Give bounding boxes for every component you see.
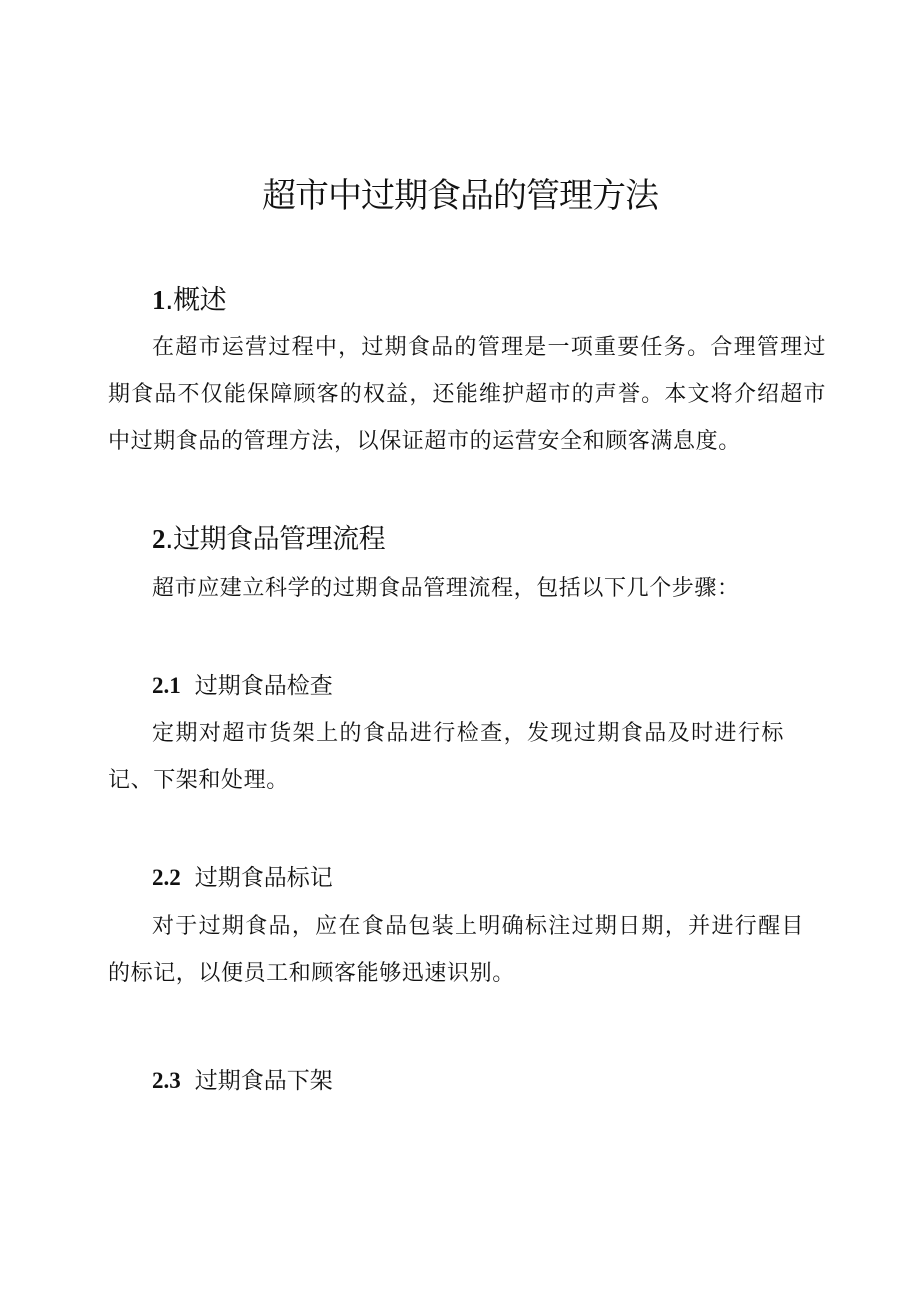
paragraph-inspection: 定期对超市货架上的食品进行检查，发现过期食品及时进行标记、下架和处理。 bbox=[108, 721, 784, 793]
document-title: 超市中过期食品的管理方法 bbox=[262, 176, 658, 216]
subsection-heading-inspection bbox=[152, 670, 333, 702]
section-title: .过期食品管理流程 bbox=[165, 524, 386, 555]
paragraph-marking: 对于过期食品，应在食品包装上明确标注过期日期，并进行醒目的标记，以便员工和顾客能够迅速识别。 bbox=[108, 914, 804, 986]
section-number: 2 bbox=[152, 524, 165, 554]
subsection-heading-marking bbox=[152, 862, 333, 894]
section-number: 1 bbox=[152, 285, 165, 315]
paragraph-process: 超市应建立科学的过期食品管理流程，包括以下几个步骤： bbox=[152, 576, 740, 601]
subsection-title: 过期食品检查 bbox=[194, 673, 333, 699]
subsection-number: 2.3 bbox=[152, 1068, 181, 1093]
subsection-number: 2.1 bbox=[152, 673, 181, 698]
paragraph-overview: 在超市运营过程中，过期食品的管理是一项重要任务。合理管理过期食品不仅能保障顾客的权益，还能维护超市的声誉。本文将介绍超市中过期食品的管理方法，以保证超市的运营安全和顾客满息度。 bbox=[108, 335, 826, 454]
section-heading-overview bbox=[152, 281, 226, 320]
section-heading-process bbox=[152, 520, 385, 559]
section-title: .概述 bbox=[165, 285, 227, 316]
subsection-number: 2.2 bbox=[152, 865, 181, 890]
subsection-heading-removal bbox=[152, 1065, 333, 1097]
subsection-title: 过期食品下架 bbox=[194, 1068, 333, 1094]
subsection-title: 过期食品标记 bbox=[194, 865, 333, 891]
